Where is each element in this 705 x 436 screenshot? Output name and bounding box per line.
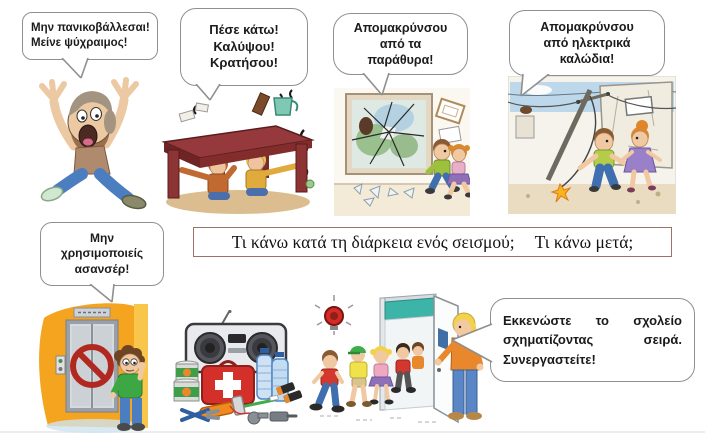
panicked-man-illustration — [28, 70, 152, 218]
title-question-during: Τι κάνω κατά τη διάρκεια ενός σεισμού; — [231, 231, 515, 252]
bubble-calm-line1: Μην πανικοβάλλεσαι! — [31, 22, 150, 35]
title-question-after: Τι κάνω μετά; — [534, 231, 634, 252]
bubble-cables-line1: Απομακρύνσου — [540, 19, 634, 34]
bubble-cables-line2: από ηλεκτρικά — [543, 35, 631, 50]
child-walking — [346, 346, 372, 407]
under-table-illustration — [160, 86, 316, 218]
bubble-windows-line3: παράθυρα! — [367, 53, 434, 68]
elevator-illustration — [34, 296, 154, 434]
bubble-tail — [514, 74, 554, 98]
bubble-windows-line2: από τα — [379, 36, 422, 51]
slide-title — [193, 227, 672, 257]
bubble-tail — [358, 73, 396, 97]
alarm-bell-icon — [315, 295, 353, 335]
bubble-tail — [449, 316, 493, 368]
bubble-elevator-line3: ασανσέρ! — [74, 261, 130, 276]
speech-bubble-evacuate — [490, 298, 695, 382]
bubble-drop-line2: Καλύψου! — [213, 38, 275, 54]
speech-bubble-drop-cover-hold — [180, 8, 308, 86]
speech-bubble-no-elevator — [40, 222, 164, 286]
emergency-kit-illustration — [170, 310, 304, 434]
bubble-tail — [86, 284, 122, 304]
bubble-tail — [58, 58, 98, 80]
bubble-cables-line3: καλώδια! — [559, 52, 615, 67]
speech-bubble-away-from-cables — [509, 10, 665, 76]
child-walking — [310, 350, 345, 413]
water-bottle — [257, 355, 272, 399]
bubble-elevator-line2: χρησιμοποιείς — [60, 246, 144, 261]
bubble-evacuate-text: Εκκενώστε το σχολείο σχηματίζοντας σειρά. Συνεργαστείτε! — [503, 312, 682, 367]
speech-bubble-away-from-windows — [333, 13, 468, 75]
bubble-windows-line1: Απομακρύνσου — [353, 20, 448, 35]
bubble-tail — [192, 84, 228, 102]
bubble-drop-line1: Πέσε κάτω! — [209, 21, 279, 37]
bubble-elevator-line1: Μην — [90, 230, 114, 245]
bubble-drop-line3: Κρατήσου! — [210, 55, 278, 71]
speech-bubble-calm — [22, 12, 158, 60]
broken-window-illustration — [334, 88, 470, 216]
bubble-calm-line2: Μείνε ψύχραιμος! — [31, 37, 128, 49]
